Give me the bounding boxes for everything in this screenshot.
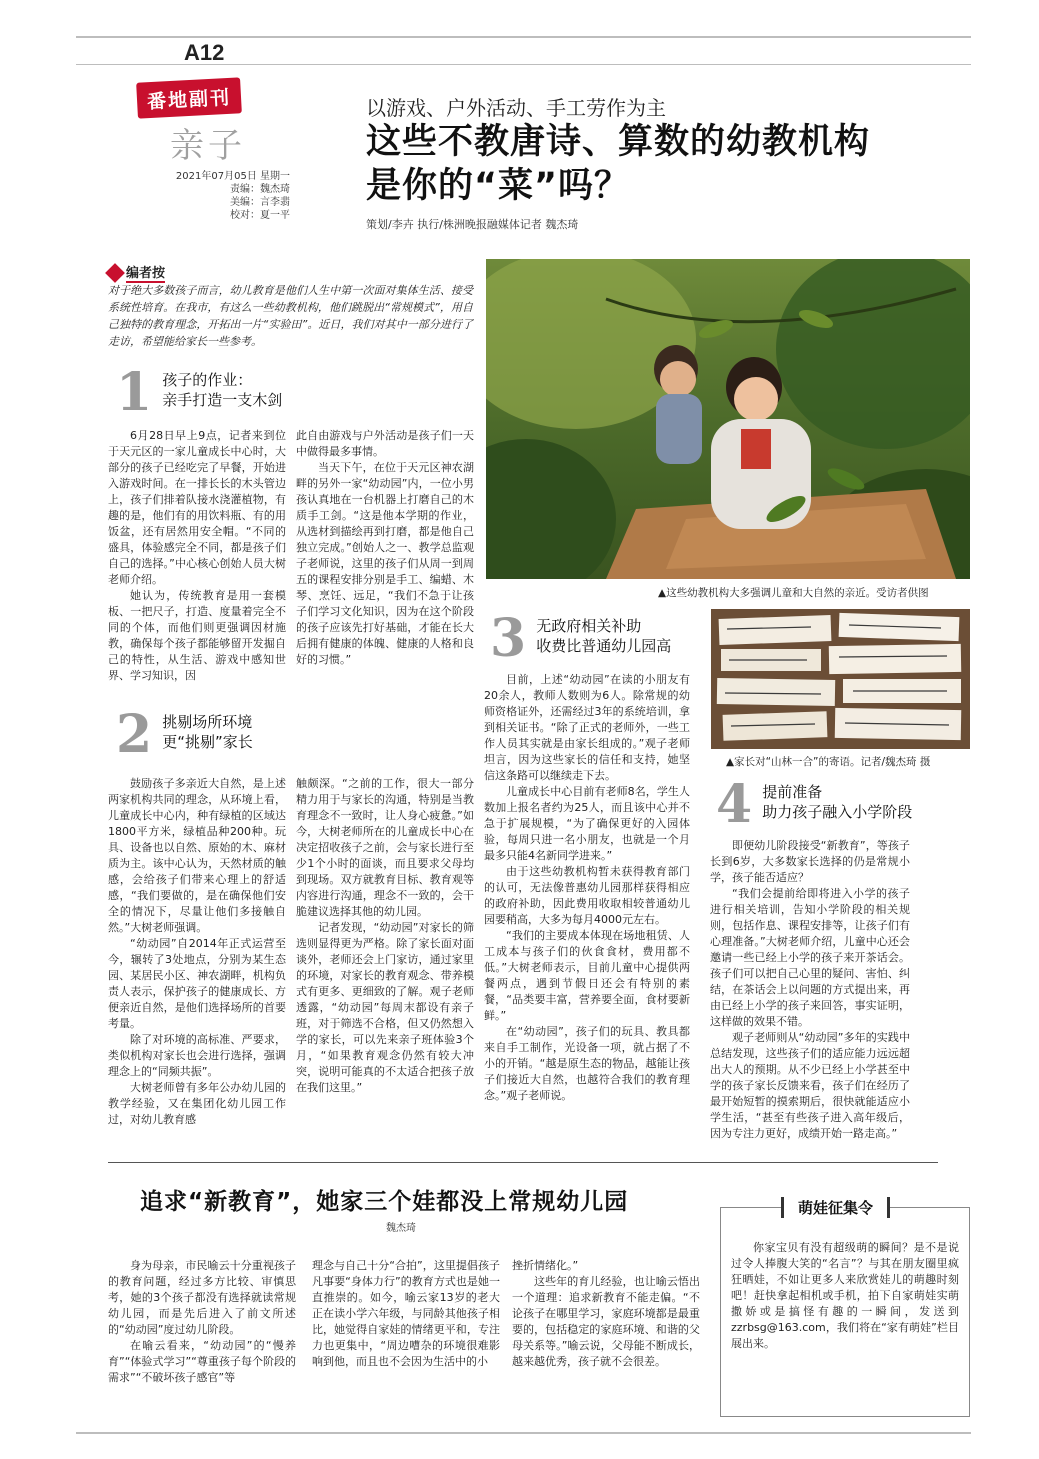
photo-parent-notes — [711, 609, 970, 749]
subhead-number: 1 — [116, 362, 153, 423]
paragraph: 此自由游戏与户外活动是孩子们一天中做得最多事情。 — [296, 429, 474, 458]
subhead-2 — [116, 704, 253, 765]
paragraph: 挫折情绪化。” — [512, 1259, 579, 1272]
article-column — [710, 838, 910, 1142]
paragraph: 6月28日早上9点，记者来到位于天元区的一家儿童成长中心时，大部分的孩子已经吃完了早餐，开始进入游戏时间。在一排长长的木头管边上，孩子们排着队接水浇灌植物，有趣的是，他们有的用饮料瓶、有的用饭盆，还有居然用安全帽。“不同的盛具，体验感完全不同，都是孩子们自己的选择。”中心核心创始人员大树老师介绍。 — [108, 429, 286, 586]
subhead-1 — [116, 362, 283, 423]
editor-note-label: 编者按 — [126, 262, 165, 283]
paragraph: “我们会提前给即将进入小学的孩子进行相关培训，告知小学阶段的相关规则，包括作息、课程安排等，让孩子们有心理准备。”大树老师介绍，儿童中心还会邀请一些已经上小学的孩子来开茶话会。孩子们可以把自己心里的疑问、害怕、纠结，在茶话会上以问题的方式提出来，再由已经上小学的孩子来回答，事实证明，这样做的效果不错。 — [710, 887, 910, 1028]
paragraph: 由于这些幼教机构暂未获得教育部门的认可，无法像普惠幼儿园那样获得相应的政府补助，因此费用收取相较普通幼儿园要稍高，大多为每月4000元左右。 — [484, 865, 690, 926]
editor-note: 对于绝大多数孩子而言，幼儿教育是他们人生中第一次面对集体生活、接受系统性培育。在我市，有这么一些幼教机构，他们跳脱出“常规模式”，用自己独特的教育理念，开拓出一片“实验田”。近日，我们对其中一部分进行了走访，希望能给家长一些参考。 — [108, 284, 473, 348]
subhead-line: 收费比普通幼儿园高 — [536, 637, 672, 655]
bottom-rule — [76, 1432, 971, 1434]
edition-meta — [140, 170, 290, 222]
column-logo: 番地副刊 — [136, 77, 242, 118]
paragraph: 她认为，传统教育是用一套模板、一把尺子，打造、度量着完全不同的个体，而他们则更强调因材施教，确保每个孩子都能够留开发掘自己的特性，从生活、游戏中感知世界、学习知识，因 — [108, 589, 286, 682]
story2-title: 追求“新教育”，她家三个娃都没上常规幼儿园 — [140, 1189, 629, 1215]
subhead-number: 3 — [490, 608, 527, 669]
subhead-4 — [716, 774, 913, 835]
subhead-number: 2 — [116, 704, 153, 765]
callout-title: 萌娃征集令 — [781, 1197, 890, 1218]
article-column — [108, 428, 286, 684]
subhead-3 — [490, 608, 672, 669]
meta-art-editor: 美编：言李翡 — [230, 197, 290, 208]
meta-editor: 责编：魏杰琦 — [230, 184, 290, 195]
headline-line-1: 这些不教唐诗、算数的幼教机构 — [366, 122, 871, 162]
paragraph: 儿童成长中心目前有老师8名，学生人数加上报名者约为25人，而且该中心并不急于扩展规模，“为了确保更好的入园体验，每周只进一名小朋友，也就是一个月最多只能4名新同学进来。” — [484, 785, 690, 862]
callout-body — [731, 1240, 959, 1352]
paragraph: “幼动园”自2014年正式运营至今，辗转了3处地点，分别为某生态园、某居民小区、神农湖畔，机构负责人表示，保护孩子的健康成长、方便亲近自然，是他们选择场所的首要考量。 — [108, 937, 286, 1030]
byline: 策划/李卉 执行/株洲晚报融媒体记者 魏杰琦 — [366, 218, 579, 231]
subhead-line: 挑剔场所环境 — [162, 713, 253, 731]
headline — [366, 120, 870, 208]
photo-caption: ▲这些幼教机构大多强调儿童和大自然的亲近。受访者供图 — [658, 587, 929, 599]
paragraph: 观子老师则从“幼动园”多年的实践中总结发现，这些孩子们的适应能力远远超出大人的预期。从不少已经上小学甚至中学的孩子家长反馈来看，孩子们在经历了最开始短暂的摸索期后，很快就能适应小学生活，“甚至有些孩子进入高年级后，因为专注力更好，成绩开始一路走高。” — [710, 1031, 910, 1140]
subhead-line: 无政府相关补助 — [536, 617, 642, 635]
paragraph: 即便幼儿阶段接受“新教育”，等孩子长到6岁，大多数家长选择的仍是常规小学，孩子能否适应？ — [710, 839, 910, 884]
paragraph: “我们的主要成本体现在场地租赁、人工成本与孩子们的伙食食材，费用都不低。”大树老师表示，目前儿童中心提供两餐两点，遇到节假日还会有特别的素餐，“品类要丰富，营养要全面，食材要新鲜。” — [484, 929, 690, 1022]
story2-byline: 魏杰琦 — [386, 1223, 416, 1234]
subhead-number: 4 — [716, 774, 753, 835]
callout-box — [720, 1199, 970, 1417]
story-divider — [108, 1162, 938, 1163]
article-column — [296, 776, 474, 1096]
meta-proofreader: 校对：夏一平 — [230, 210, 290, 221]
paragraph: 目前，上述“幼动园”在读的小朋友有20余人，教师人数则为6人。除常规的幼师资格证外，还需经过3年的系统培训，拿到相关证书。“除了正式的老师外，一些工作人员其实就是由家长组成的。”观子老师坦言，因为这些家长的信任和支持，她坚信这条路可以继续走下去。 — [484, 673, 690, 782]
story2-column — [108, 1258, 296, 1386]
paragraph: 除了对环境的高标准、严要求，类似机构对家长也会进行选择，强调理念上的“同频共振”。 — [108, 1033, 286, 1078]
photo-children-outdoors — [486, 259, 970, 579]
photo-caption: ▲家长对“山林一合”的寄语。记者/魏杰琦 摄 — [726, 756, 931, 768]
subhead-line: 提前准备 — [762, 783, 823, 801]
paragraph: 记者发现，“幼动园”对家长的筛选则显得更为严格。除了家长面对面谈外，老师还会上门家访，通过家里的环境，对家长的教育观念、带养模式有更多、更细致的了解。观子老师透露，“幼动园”每周末都设有亲子班，对于筛选不合格，但又仍然想入学的家长，可以先来亲子班体验3个月，“如果教育观念仍然有较大冲突，说明可能真的不太适合把孩子放在我们这里。” — [296, 921, 474, 1094]
paragraph: 鼓励孩子多亲近大自然，是上述两家机构共同的理念，从环境上看，儿童成长中心内，种有绿植的区域达1800平方米，绿植品种200种。玩具、设备也以自然、原始的木、麻材质为主。该中心认为，天然材质的触感，会给孩子们带来心理上的舒适感，“我们要做的，是在确保他们安全的情况下，尽量让他们多接触自然。”大树老师强调。 — [108, 777, 286, 934]
article-column — [108, 776, 286, 1128]
page-number: A12 — [184, 40, 225, 65]
paragraph: 你家宝贝有没有超级萌的瞬间？是不是说过令人捧腹大笑的“名言”？与其在朋友圈里疯狂晒娃，不如让更多人来欣赏娃儿的萌趣时刻吧！赶快拿起相机或手机，拍下自家萌娃实萌撒娇或是搞怪有趣的一瞬间，发送到zzrbsg@163.com，我们将在“家有萌娃”栏目展出来。 — [731, 1241, 959, 1350]
article-column — [484, 672, 690, 1104]
subhead-line: 孩子的作业： — [162, 371, 253, 389]
subhead-line: 亲手打造一支木剑 — [162, 391, 283, 409]
paragraph: 当天下午，在位于天元区神农湖畔的另外一家“幼动园”内，一位小男孩认真地在一台机器上打磨自己的木质手工剑。“这是他本学期的作业，从选材到描绘再到打磨，都是他自己独立完成。”创始人之一、教学总监观子老师说，这里的孩子们从周一到周五的课程安排分别是手工、编蜡、木琴、烹饪、远足，“我们不急于让孩子们学习文化知识，因为在这个阶段的孩子应该先打好基础，才能在长大后拥有健康的体魄、健康的人格和良好的习惯。” — [296, 461, 474, 666]
article-column — [296, 428, 474, 668]
photo-children-outdoors-image — [486, 259, 970, 579]
paragraph: 理念与自己十分“合拍”，这里提倡孩子凡事要“身体力行”的教育方式也是她一直推崇的。如今，喻云家13岁的老大正在读小学六年级，与同龄其他孩子相比，她觉得自家娃的情绪更平和，专注力也更集中，“周边嘈杂的环境很难影响到他，而且也不会因为生活中的小 — [312, 1259, 500, 1368]
photo-parent-notes-image — [711, 609, 970, 749]
paragraph: 在喻云看来，“幼动园”的“慢养育”“体验式学习”“尊重孩子每个阶段的需求”“不破坏孩子感官”等 — [108, 1339, 296, 1384]
pen-icon — [105, 263, 125, 283]
paragraph: 大树老师曾有多年公办幼儿园的教学经验，又在集团化幼儿园工作过，对幼儿教育感 — [108, 1081, 286, 1126]
story2-column — [512, 1258, 700, 1370]
story2-column — [312, 1258, 500, 1370]
editor-note-tag — [108, 262, 165, 283]
headline-line-2: 是你的“菜”吗？ — [366, 166, 631, 206]
paragraph: 触颇深。“之前的工作，很大一部分精力用于与家长的沟通，特别是当教育理念不一致时，让人身心疲惫。”如今，大树老师所在的儿童成长中心在决定招收孩子之前，会与家长进行至少1个小时的面谈，而且要求父母均到现场。双方就教育目标、教育观等内容进行沟通，理念不一致的，会干脆建议选择其他的幼儿园。 — [296, 777, 474, 918]
subhead-line: 更“挑剔”家长 — [162, 733, 253, 751]
meta-date: 2021年07月05日 星期一 — [175, 171, 290, 182]
subhead-line: 助力孩子融入小学阶段 — [762, 803, 913, 821]
paragraph: 身为母亲，市民喻云十分重视孩子的教育问题，经过多方比较、审慎思考，她的3个孩子都没有选择就读常规幼儿园，而是先后进入了前文所述的“幼动园”度过幼儿阶段。 — [108, 1259, 296, 1336]
section-name: 亲子 — [170, 126, 246, 166]
headline-kicker: 以游戏、户外活动、手工劳作为主 — [366, 96, 666, 120]
top-rule — [76, 36, 971, 38]
paragraph: 这些年的育儿经验，也让喻云悟出一个道理：追求新教育不能走偏。“不论孩子在哪里学习，家庭环境都是最重要的，包括稳定的家庭环境、和谐的父母关系等。”喻云说，父母能不断成长，越来越优秀，孩子就不会很差。 — [512, 1275, 700, 1368]
paragraph: 在“幼动园”，孩子们的玩具、教具都来自手工制作，光设备一项，就占据了不小的开销。“越是原生态的物品，越能让孩子们接近大自然，也越符合我们的教育理念。”观子老师说。 — [484, 1025, 690, 1102]
